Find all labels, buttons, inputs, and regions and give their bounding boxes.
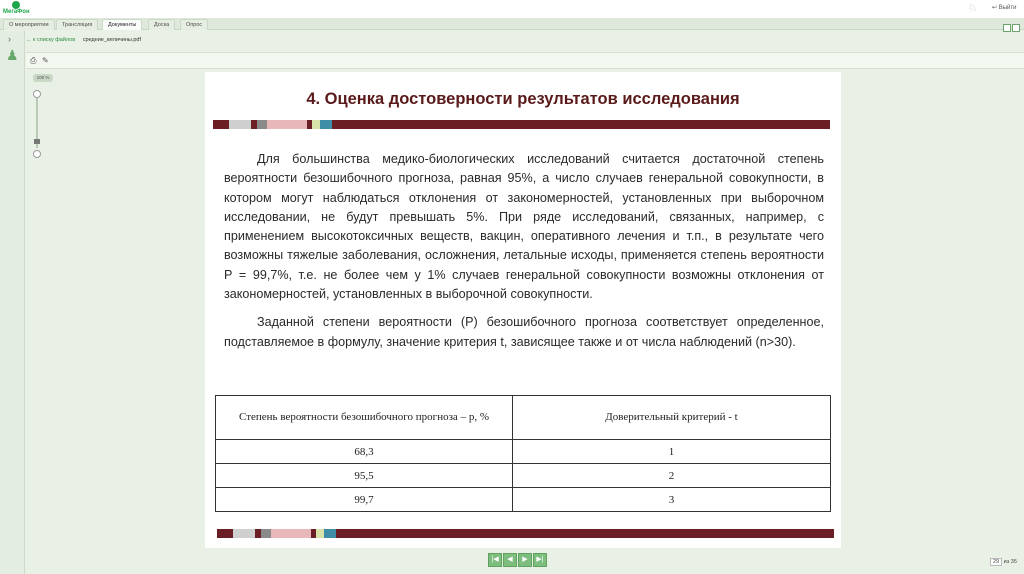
table-cell-t: 3 xyxy=(513,488,831,512)
table-header-row xyxy=(216,396,831,440)
stripe-segment xyxy=(217,529,233,538)
table-header-probability: Степень вероятности безошибочного прогноза – р, % xyxy=(216,396,513,440)
megafon-logo[interactable] xyxy=(3,1,29,17)
stripe-segment xyxy=(229,120,251,129)
criteria-table xyxy=(215,395,831,512)
zoom-slider-handle[interactable] xyxy=(34,139,40,144)
table-row xyxy=(216,464,831,488)
table-cell-t: 2 xyxy=(513,464,831,488)
top-bar xyxy=(0,0,1024,18)
stripe-segment xyxy=(336,529,834,538)
exit-label: Выйти xyxy=(998,5,1017,11)
stripe-segment xyxy=(267,120,307,129)
last-page-button[interactable]: ▶| xyxy=(533,553,547,567)
print-icon[interactable]: ⎙ xyxy=(30,56,37,65)
file-name: средние_величины.pdf xyxy=(82,37,142,43)
back-to-files-link[interactable]: ← к списку файлов xyxy=(26,37,76,43)
paragraph-2: Заданной степени вероятности (Р) безошибочного прогноза соответствует определенное, подставляемое в формулу, значение критерия t, зависящее также и от числа наблюдений (n>30). xyxy=(224,315,824,349)
stripe-segment xyxy=(324,529,336,538)
exit-button[interactable]: ↩ Выйти xyxy=(992,5,1017,11)
current-page-input[interactable]: 29 xyxy=(990,558,1002,566)
zoom-out-button[interactable] xyxy=(33,150,41,158)
slide-body xyxy=(224,150,824,352)
stripe-segment xyxy=(261,529,271,538)
left-sidebar xyxy=(0,31,25,574)
table-cell-p: 68,3 xyxy=(216,440,513,464)
user-icon[interactable]: ♘ xyxy=(968,3,977,14)
participant-icon[interactable]: ♟ xyxy=(6,47,19,63)
pen-icon[interactable]: ✎ xyxy=(42,56,49,65)
zoom-in-button[interactable] xyxy=(33,90,41,98)
total-pages: из 35 xyxy=(1003,559,1017,565)
slide-title: 4. Оценка достоверности результатов исследования xyxy=(306,90,740,108)
decor-stripe-top xyxy=(213,120,830,129)
stripe-segment xyxy=(316,529,324,538)
prev-page-button[interactable]: ◀ xyxy=(503,553,517,567)
document-page xyxy=(205,72,841,548)
tab-bar xyxy=(0,18,1024,30)
stripe-segment xyxy=(233,529,255,538)
maximize-button[interactable] xyxy=(1012,24,1020,32)
minimize-button[interactable] xyxy=(1003,24,1011,32)
logo-icon xyxy=(12,1,20,9)
tab-broadcast[interactable]: Трансляция xyxy=(56,19,98,30)
table-cell-p: 99,7 xyxy=(216,488,513,512)
tab-board[interactable]: Доска xyxy=(148,19,175,30)
stripe-segment xyxy=(332,120,830,129)
paragraph-1: Для большинства медико-биологических исследований считается достаточной степень вероятности безошибочного прогноза, равная 95%, а число случаев генеральной совокупности, в котором могут наблюдаться отклонения от закономерностей, установленных при выборочном исследовании, не будут превышать 5%. При ряде исследований, связанных, например, с применением высокотоксичных веществ, вакцин, оперативного лечения и т.п., в результате чего возможны тяжелые заболевания, осложнения, летальные исходы, применяется степень вероятности Р = 99,7%, т.е. не более чем у 1% случаев генеральной совокупности возможны отклонения от закономерностей, установленных в выборочной совокупности. xyxy=(224,152,824,302)
tab-poll[interactable]: Опрос xyxy=(180,19,208,30)
decor-stripe-bottom xyxy=(217,529,834,538)
stripe-segment xyxy=(257,120,267,129)
document-toolbar xyxy=(26,52,1024,69)
table-row xyxy=(216,440,831,464)
stripe-segment xyxy=(213,120,229,129)
tab-about[interactable]: О мероприятии xyxy=(3,19,55,30)
table-cell-p: 95,5 xyxy=(216,464,513,488)
first-page-button[interactable]: |◀ xyxy=(488,553,502,567)
chevron-right-icon[interactable]: › xyxy=(8,34,11,44)
logo-text: МегаФон xyxy=(3,9,30,15)
next-page-button[interactable]: ▶ xyxy=(518,553,532,567)
table-row xyxy=(216,488,831,512)
breadcrumb xyxy=(26,37,141,43)
page-navigation xyxy=(488,553,548,567)
stripe-segment xyxy=(271,529,311,538)
stripe-segment xyxy=(312,120,320,129)
stripe-segment xyxy=(320,120,332,129)
table-header-criterion: Доверительный критерий - t xyxy=(513,396,831,440)
page-counter xyxy=(990,558,1017,566)
window-controls xyxy=(1002,19,1020,37)
zoom-level: 100 % xyxy=(33,74,53,82)
table-cell-t: 1 xyxy=(513,440,831,464)
tab-documents[interactable]: Документы xyxy=(102,19,142,30)
